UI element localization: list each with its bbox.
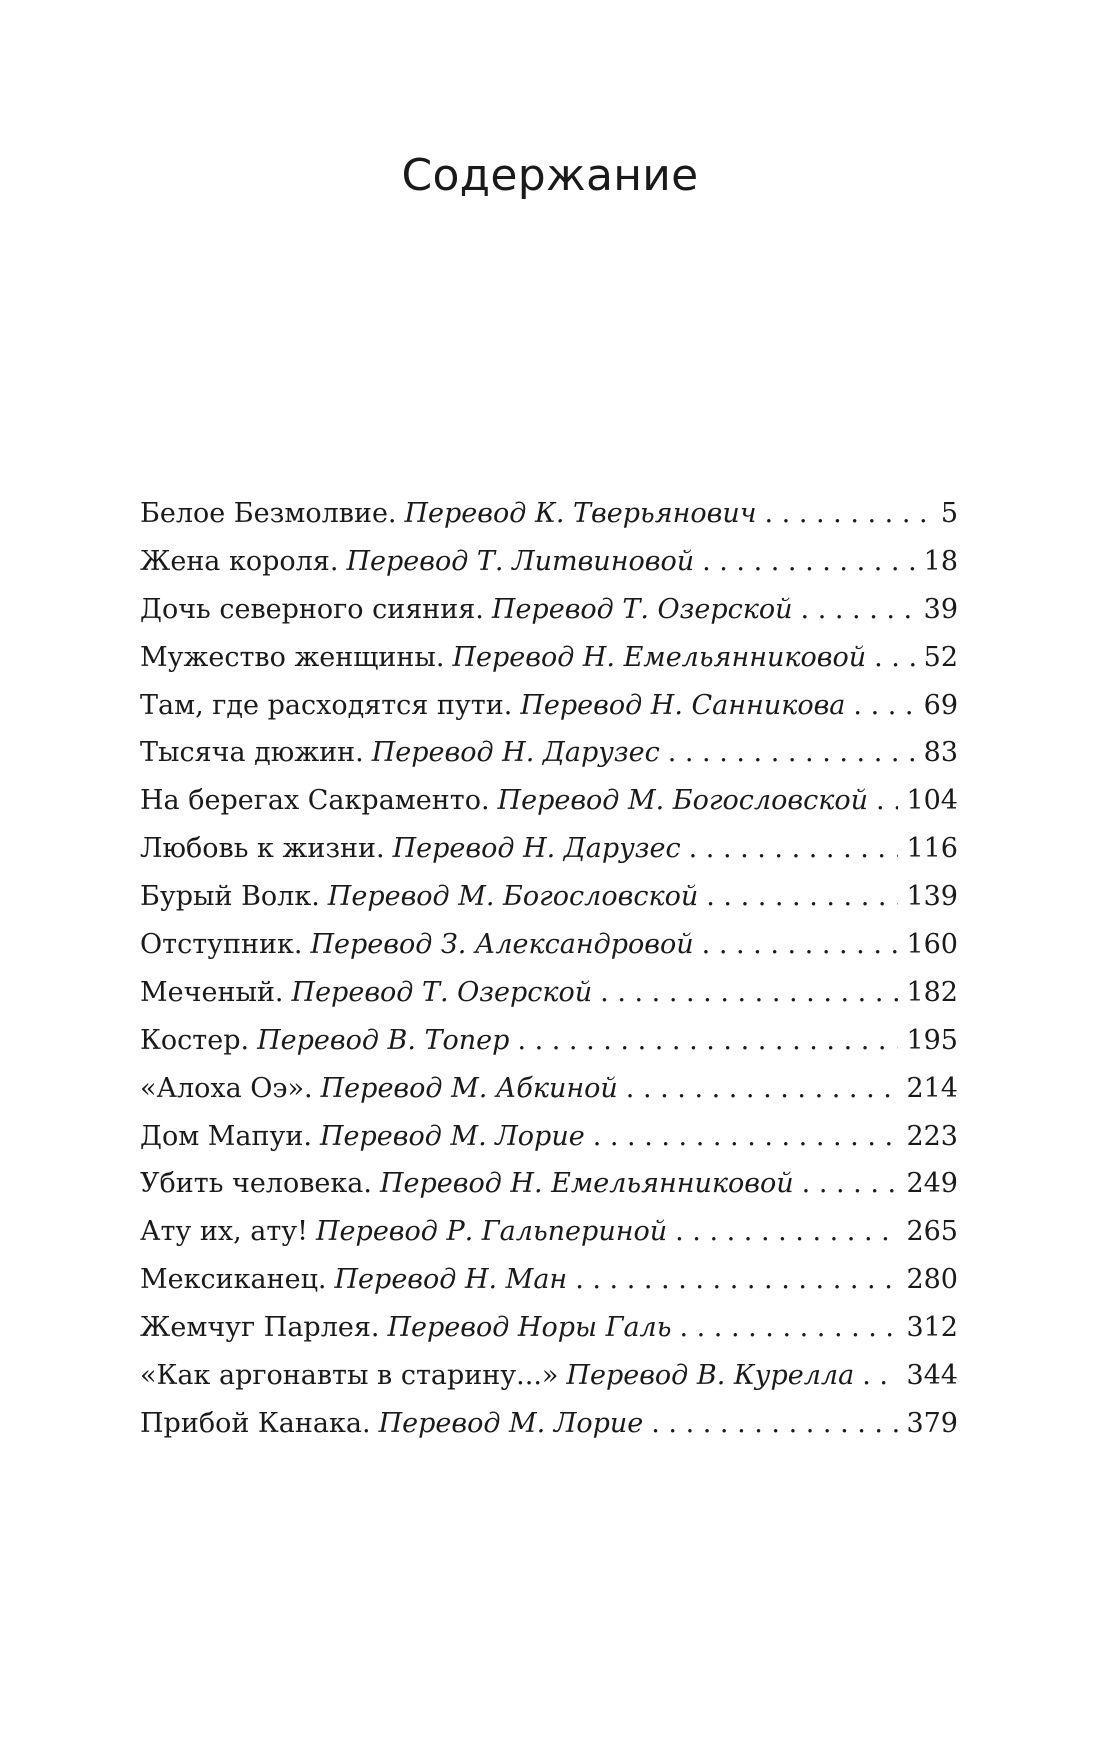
toc-entry[interactable] [140, 1352, 958, 1400]
toc-entry[interactable] [140, 825, 958, 873]
toc-entry[interactable] [140, 682, 958, 730]
toc-entry[interactable] [140, 538, 958, 586]
entry-page-number: 312 [906, 1312, 958, 1344]
dot-leader [679, 1304, 898, 1352]
entry-title: Костер. [140, 1024, 250, 1056]
dot-leader [876, 777, 898, 825]
entry-title: Жена короля. [140, 545, 339, 577]
toc-entry[interactable] [140, 490, 958, 538]
entry-translator: Перевод М. Богословской [327, 881, 699, 913]
table-of-contents [140, 490, 958, 1448]
dot-leader [802, 1160, 899, 1208]
entry-title: Ату их, ату! [140, 1216, 309, 1248]
toc-entry[interactable] [140, 1160, 958, 1208]
entry-page-number: 182 [906, 976, 958, 1008]
entry-page-number: 160 [906, 929, 958, 961]
entry-title: На берегах Сакраменто. [140, 785, 490, 817]
toc-entry[interactable] [140, 1400, 958, 1448]
entry-translator: Перевод Т. Литвиновой [346, 545, 695, 577]
dot-leader [517, 1017, 898, 1065]
entry-translator: Перевод Н. Дарузес [371, 737, 660, 769]
entry-title: Белое Безмолвие. [140, 498, 397, 529]
toc-entry[interactable] [140, 1208, 958, 1256]
entry-translator: Перевод Н. Емельянниковой [452, 641, 867, 673]
dot-leader [702, 921, 899, 969]
toc-entry[interactable] [140, 921, 958, 969]
dot-leader [626, 1065, 899, 1113]
dot-leader [702, 538, 916, 586]
entry-page-number: 5 [940, 498, 958, 529]
dot-leader [600, 969, 898, 1017]
entry-translator: Перевод М. Абкиной [320, 1072, 618, 1104]
dot-leader [853, 682, 915, 730]
dot-leader [874, 634, 916, 682]
entry-title: Там, где расходятся пути. [140, 689, 513, 721]
entry-title: Меченый. [140, 976, 284, 1008]
entry-title: Дом Мапуи. [140, 1120, 312, 1152]
entry-translator: Перевод М. Богословской [497, 785, 868, 817]
entry-page-number: 83 [923, 737, 958, 769]
entry-translator: Перевод К. Тверьянович [404, 498, 757, 529]
entry-translator: Перевод Р. Гальпериной [316, 1216, 668, 1248]
toc-entry[interactable] [140, 1256, 958, 1304]
entry-page-number: 116 [906, 833, 958, 865]
entry-title: Отступник. [140, 929, 303, 961]
entry-page-number: 344 [906, 1360, 958, 1392]
toc-entry[interactable] [140, 873, 958, 921]
toc-entry[interactable] [140, 1017, 958, 1065]
toc-entry[interactable] [140, 634, 958, 682]
entry-title: Тысяча дюжин. [140, 737, 364, 769]
entry-page-number: 379 [906, 1407, 958, 1439]
toc-entry[interactable] [140, 1065, 958, 1113]
entry-page-number: 18 [923, 545, 958, 577]
dot-leader [706, 873, 898, 921]
entry-translator: Перевод Норы Галь [387, 1312, 672, 1344]
entry-page-number: 69 [923, 689, 958, 721]
entry-title: Мужество женщины. [140, 641, 445, 673]
toc-entry[interactable] [140, 1113, 958, 1161]
entry-page-number: 265 [906, 1216, 958, 1248]
entry-translator: Перевод М. Лорие [320, 1120, 585, 1152]
entry-translator: Перевод З. Александровой [310, 929, 694, 961]
entry-translator: Перевод М. Лорие [378, 1407, 644, 1439]
entry-translator: Перевод В. Курелла [566, 1360, 855, 1392]
entry-translator: Перевод Т. Озерской [291, 976, 593, 1008]
entry-page-number: 249 [906, 1168, 958, 1200]
toc-entry[interactable] [140, 586, 958, 634]
entry-title: Бурый Волк. [140, 881, 320, 913]
dot-leader [765, 490, 933, 538]
dot-leader [801, 586, 916, 634]
toc-entry[interactable] [140, 777, 958, 825]
dot-leader [862, 1352, 898, 1400]
entry-page-number: 104 [906, 785, 958, 817]
entry-page-number: 214 [906, 1072, 958, 1104]
entry-title: «Алоха Оэ». [140, 1072, 313, 1104]
entry-translator: Перевод Н. Ман [334, 1264, 568, 1296]
dot-leader [668, 729, 916, 777]
entry-page-number: 223 [906, 1120, 958, 1152]
entry-page-number: 39 [923, 593, 958, 625]
entry-translator: Перевод Н. Дарузес [392, 833, 681, 865]
entry-page-number: 195 [906, 1024, 958, 1056]
dot-leader [675, 1208, 898, 1256]
entry-page-number: 280 [906, 1264, 958, 1296]
entry-title: Жемчуг Парлея. [140, 1312, 380, 1344]
dot-leader [689, 825, 899, 873]
dot-leader [575, 1256, 898, 1304]
toc-entry[interactable] [140, 729, 958, 777]
toc-entry[interactable] [140, 969, 958, 1017]
entry-title: Убить человека. [140, 1168, 372, 1200]
entry-translator: Перевод Н. Емельянниковой [379, 1168, 794, 1200]
page-title: Содержание [401, 150, 699, 201]
entry-translator: Перевод Н. Санникова [520, 689, 846, 721]
entry-translator: Перевод В. Топер [257, 1024, 510, 1056]
toc-entry[interactable] [140, 1304, 958, 1352]
entry-title: «Как аргонавты в старину...» [140, 1360, 559, 1392]
entry-title: Мексиканец. [140, 1264, 327, 1296]
dot-leader [651, 1400, 898, 1448]
entry-title: Прибой Канака. [140, 1407, 371, 1439]
entry-translator: Перевод Т. Озерской [491, 593, 793, 625]
entry-page-number: 139 [906, 881, 958, 913]
dot-leader [593, 1113, 899, 1161]
entry-title: Любовь к жизни. [140, 833, 385, 865]
entry-page-number: 52 [923, 641, 958, 673]
entry-title: Дочь северного сияния. [140, 593, 484, 625]
